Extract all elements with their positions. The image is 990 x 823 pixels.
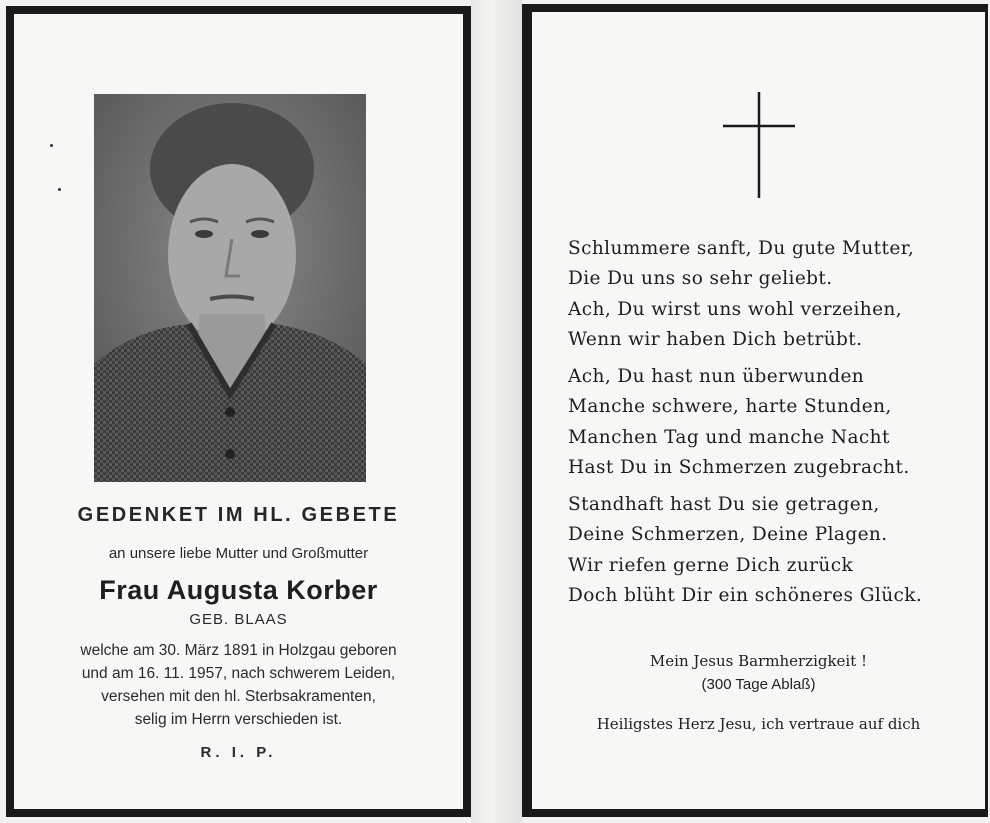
poem-line: Deine Schmerzen, Deine Plagen. xyxy=(568,524,888,546)
memorial-card-right-panel xyxy=(522,4,988,817)
poem-line: Wenn wir haben Dich betrübt. xyxy=(568,328,863,350)
paper-speck xyxy=(50,144,53,147)
memorial-heading: GEDENKET IM HL. GEBETE xyxy=(77,504,400,526)
prayer-text: Mein Jesus Barmherzigkeit ! xyxy=(649,652,868,670)
poem-line: Die Du uns so sehr geliebt. xyxy=(568,268,833,290)
poem-line: Doch blüht Dir ein schöneres Glück. xyxy=(568,584,923,606)
memorial-card-left-panel xyxy=(6,6,471,817)
portrait-photo xyxy=(94,94,366,482)
biography-line: und am 16. 11. 1957, nach schwerem Leiden, xyxy=(81,665,396,682)
poem-stanza xyxy=(568,362,988,483)
biography-line: versehen mit den hl. Sterbsakramenten, xyxy=(101,688,376,705)
rip-text: R. I. P. xyxy=(200,744,277,761)
portrait-photo-icon xyxy=(94,94,366,482)
poem-line: Ach, Du hast nun überwunden xyxy=(568,366,865,387)
poem-stanza xyxy=(568,490,988,611)
poem-line: Manche schwere, harte Stunden, xyxy=(568,396,892,418)
deceased-name: Frau Augusta Korber xyxy=(99,575,378,605)
poem-line: Schlummere sanft, Du gute Mutter, xyxy=(568,238,915,259)
maiden-name: GEB. BLAAS xyxy=(189,611,288,628)
poem-stanza xyxy=(568,234,988,355)
biography-text xyxy=(14,639,463,731)
biography-line: selig im Herrn verschieden ist. xyxy=(134,711,343,728)
biography-line: welche am 30. März 1891 in Holzgau geboren xyxy=(80,642,397,659)
poem-line: Hast Du in Schmerzen zugebracht. xyxy=(568,456,910,478)
paper-speck xyxy=(58,188,61,191)
invocation-text: Heiligstes Herz Jesu, ich vertraue auf dich xyxy=(596,715,921,733)
poem-line: Manchen Tag und manche Nacht xyxy=(568,426,890,448)
poem-line: Wir riefen gerne Dich zurück xyxy=(568,554,854,576)
indulgence-text: (300 Tage Ablaß) xyxy=(701,676,816,693)
cross-icon xyxy=(721,90,797,200)
memorial-subheading: an unsere liebe Mutter und Großmutter xyxy=(108,545,369,562)
card-fold xyxy=(471,0,522,823)
poem-line: Ach, Du wirst uns wohl verzeihen, xyxy=(568,298,903,320)
poem-line: Standhaft hast Du sie getragen, xyxy=(568,494,880,515)
